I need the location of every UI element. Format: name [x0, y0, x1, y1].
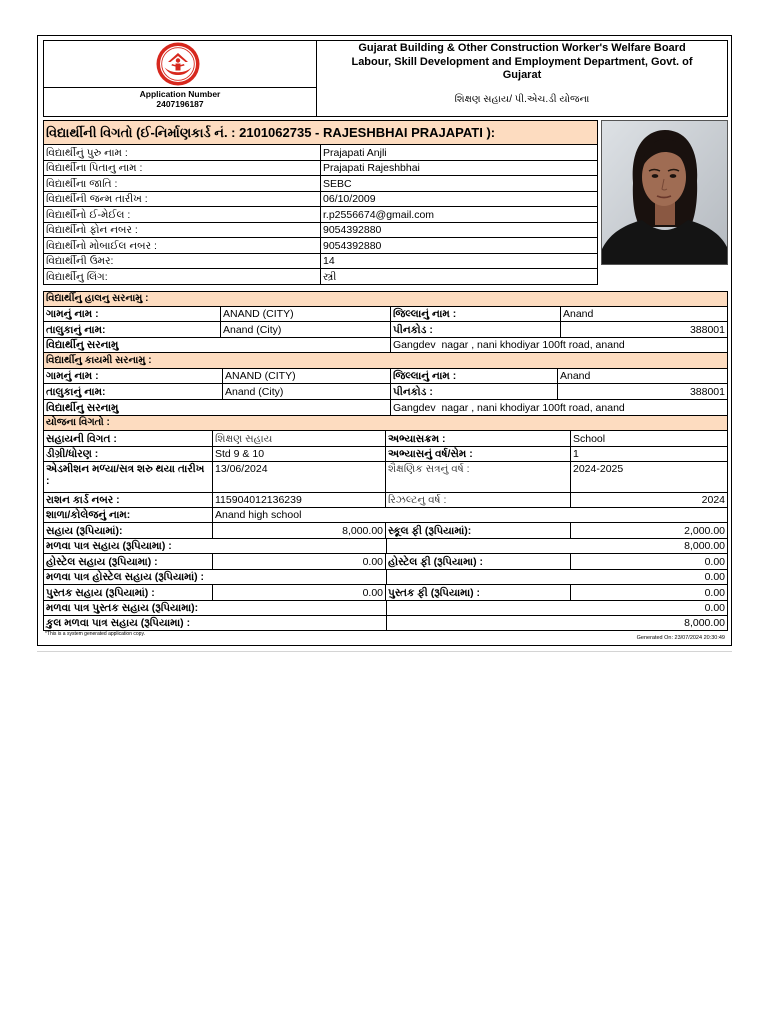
current-address-value: Gangdev nagar , nani khodiyar 100ft road, anand: [391, 338, 728, 353]
total-eligible-aid-label: કુલ મળવા પાત્ર સહાય (રૂપિયામા) :: [44, 616, 387, 631]
permanent-pincode-value: 388001: [558, 384, 728, 400]
book-fee-label: પુસ્તક ફી (રૂપિયામા) :: [386, 585, 571, 601]
school-fee-value: 2,000.00: [571, 523, 728, 539]
book-aid-label: પુસ્તક સહાય (રૂપિયામાં) :: [44, 585, 213, 601]
generated-on-timestamp: Generated On: 23/07/2024 20:30:49: [636, 635, 725, 641]
eligible-aid-label: મળવા પાત્ર સહાય (રૂપિયામા) :: [44, 539, 387, 554]
eligible-book-aid-label: મળવા પાત્ર પુસ્તક સહાય (રૂપિયામા):: [44, 601, 387, 616]
caste-label: વિદ્યાર્થીના જાતિ :: [44, 176, 321, 192]
header-left-cell: [44, 41, 317, 116]
current-district-value: Anand: [561, 307, 728, 322]
school-name-value: Anand high school: [213, 508, 728, 523]
email-label: વિદ્યાર્થીનો ઈ-મેઈલ :: [44, 207, 321, 223]
caste-value: SEBC: [321, 176, 598, 192]
application-number-block: [44, 89, 316, 109]
academic-year-label: શૈક્ષણિક સત્રનું વર્ષ :: [386, 462, 571, 493]
aid-amount-value: 8,000.00: [213, 523, 386, 539]
gender-label: વિદ્યાર્થીનુ લિંગ:: [44, 269, 321, 285]
course-label: અભ્યાસક્રમ :: [386, 431, 571, 447]
header-divider: [44, 87, 316, 88]
current-taluka-label: તાલુકાનું નામ:: [44, 322, 221, 338]
mobile-value: 9054392880: [321, 238, 598, 254]
current-pincode-label: પીનકોડ :: [391, 322, 561, 338]
hostel-fee-label: હોસ્ટેલ ફી (રૂપિયામા) :: [386, 554, 571, 570]
permanent-village-value: ANAND (CITY): [223, 369, 391, 384]
board-logo-icon: [156, 42, 200, 86]
hostel-fee-value: 0.00: [571, 554, 728, 570]
admission-date-value: 13/06/2024: [213, 462, 386, 493]
school-fee-label: સ્કૂલ ફી (રૂપિયામાં):: [386, 523, 571, 539]
current-address-label: વિદ્યાર્થીનુ સરનામુ: [44, 338, 391, 353]
header-right-cell: [317, 41, 727, 116]
eligible-hostel-aid-label: મળવા પાત્ર હોસ્ટેલ સહાય (રૂપિયામાં) :: [44, 570, 387, 585]
gender-value: સ્ત્રી: [321, 269, 598, 285]
application-number-value: 2407196187: [156, 99, 204, 109]
page-separator-line: [37, 651, 732, 652]
birth-date-value: 06/10/2009: [321, 192, 598, 207]
hostel-aid-label: હોસ્ટેલ સહાય (રૂપિયામા) :: [44, 554, 213, 570]
total-eligible-aid-value: 8,000.00: [387, 616, 728, 631]
scheme-title: શિક્ષણ સહાય/ પી.એચ.ડી યોજના: [454, 94, 590, 105]
student-details-table: [43, 120, 598, 285]
father-name-value: Prajapati Rajeshbhai: [321, 161, 598, 176]
organization-name-line: Gujarat: [502, 69, 542, 81]
admission-date-label: એડમીશન મળ્યા/સત્ર શરુ થયા તારીખ :: [44, 462, 213, 493]
aid-amount-label: સહાય (રૂપિયામાં):: [44, 523, 213, 539]
study-year-label: અભ્યાસનું વર્ષ/સેમ :: [386, 447, 571, 462]
eligible-aid-value: 8,000.00: [387, 539, 728, 554]
study-year-value: 1: [571, 447, 728, 462]
phone-value: 9054392880: [321, 223, 598, 238]
father-name-label: વિદ્યાર્થીના પિતાનુ નામ :: [44, 161, 321, 176]
current-village-label: ગામનું નામ :: [44, 307, 221, 322]
organization-name: [317, 42, 727, 83]
student-section-title: વિદ્યાર્થીની વિગતો (ઈ-નિર્માણકાર્ડ નં. : 2101062735 - RAJESHBHAI PRAJAPATI ):: [44, 121, 598, 145]
full-name-value: Prajapati Anjli: [321, 145, 598, 161]
permanent-taluka-label: તાલુકાનું નામ:: [44, 384, 223, 400]
permanent-district-label: જિલ્લાનું નામ :: [391, 369, 558, 384]
book-fee-value: 0.00: [571, 585, 728, 601]
school-name-label: શાળા/કોલેજનું નામ:: [44, 508, 213, 523]
result-year-value: 2024: [571, 493, 728, 508]
degree-label: ડીગ્રી/ધોરણ :: [44, 447, 213, 462]
organization-name-line: Gujarat Building & Other Construction Worker's Welfare Board: [358, 42, 686, 54]
address-and-scheme-table: [43, 291, 728, 631]
permanent-village-label: ગામનું નામ :: [44, 369, 223, 384]
age-label: વિદ્યાર્થીની ઉંમર:: [44, 254, 321, 269]
current-village-value: ANAND (CITY): [221, 307, 391, 322]
permanent-address-section-title: વિદ્યાર્થીનુ કાયમી સરનામુ :: [44, 353, 728, 369]
full-name-label: વિદ્યાર્થીનું પુરુ નામ :: [44, 145, 321, 161]
permanent-taluka-value: Anand (City): [223, 384, 391, 400]
system-generated-note: *This is a system generated application copy.: [45, 631, 145, 637]
book-aid-value: 0.00: [213, 585, 386, 601]
aid-type-value: શિક્ષણ સહાય: [213, 431, 386, 447]
hostel-aid-value: 0.00: [213, 554, 386, 570]
phone-label: વિદ્યાર્થીનો ફોન નબર :: [44, 223, 321, 238]
mobile-label: વિદ્યાર્થીનો મોબાઈલ નબર :: [44, 238, 321, 254]
permanent-address-value: Gangdev nagar , nani khodiyar 100ft road, anand: [391, 400, 728, 416]
student-photo: [601, 120, 728, 265]
permanent-address-label: વિદ્યાર્થીનુ સરનામુ: [44, 400, 391, 416]
aid-type-label: સહાયની વિગત :: [44, 431, 213, 447]
document-header: [43, 40, 728, 117]
ration-card-label: રાશન કાર્ડ નબર :: [44, 493, 213, 508]
current-taluka-value: Anand (City): [221, 322, 391, 338]
scheme-section-title: યોજના વિગતો :: [44, 416, 728, 431]
course-value: School: [571, 431, 728, 447]
birth-date-label: વિદ્યાર્થીની જન્મ તારીખ :: [44, 192, 321, 207]
permanent-pincode-label: પીનકોડ :: [391, 384, 558, 400]
student-photo-image: [602, 121, 727, 264]
current-pincode-value: 388001: [561, 322, 728, 338]
eligible-book-aid-value: 0.00: [387, 601, 728, 616]
result-year-label: રિઝલ્ટનુ વર્ષ :: [386, 493, 571, 508]
ration-card-value: 115904012136239: [213, 493, 386, 508]
permanent-district-value: Anand: [558, 369, 728, 384]
academic-year-value: 2024-2025: [571, 462, 728, 493]
eligible-hostel-aid-value: 0.00: [387, 570, 728, 585]
age-value: 14: [321, 254, 598, 269]
current-address-section-title: વિદ્યાર્થીનુ હાલનુ સરનામુ :: [44, 292, 728, 307]
email-value: r.p2556674@gmail.com: [321, 207, 598, 223]
current-district-label: જિલ્લાનું નામ :: [391, 307, 561, 322]
organization-name-line: Labour, Skill Development and Employment Department, Govt. of: [351, 55, 693, 68]
degree-value: Std 9 & 10: [213, 447, 386, 462]
application-number-label: Application Number: [139, 89, 221, 99]
